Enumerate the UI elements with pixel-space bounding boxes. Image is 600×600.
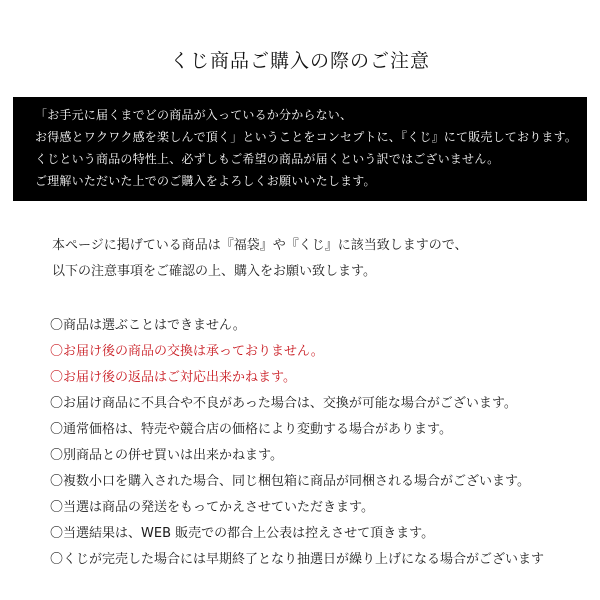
note-item: 〇通常価格は、特売や競合店の価格により変動する場合があります。: [50, 422, 452, 437]
note-item-highlight: 〇お届け後の返品はご対応出来かねます。: [50, 370, 296, 385]
note-item: 〇複数小口を購入された場合、同じ梱包箱に商品が同梱される場合がございます。: [50, 474, 530, 489]
intro-line: 本ページに掲げている商品は『福袋』や『くじ』に該当致しますので、: [52, 238, 468, 253]
intro-line: 以下の注意事項をご確認の上、購入をお願い致します。: [52, 264, 376, 279]
notice-line: 「お手元に届くまでどの商品が入っているか分からない、: [35, 108, 353, 122]
intro-text: [52, 233, 467, 285]
note-item: 〇くじが完売した場合には早期終了となり抽選日が繰り上げになる場合がございます: [50, 552, 545, 567]
note-item: 〇当選は商品の発送をもってかえさせていただきます。: [50, 500, 374, 515]
note-item: 〇別商品との併せ買いは出来かねます。: [50, 448, 283, 463]
notice-box: [13, 97, 587, 201]
note-item: 〇商品は選ぶことはできません。: [50, 318, 246, 333]
note-item-highlight: 〇お届け後の商品の交換は承っておりません。: [50, 344, 324, 359]
note-item: 〇当選結果は、WEB 販売での都合上公表は控えさせて頂きます。: [50, 526, 435, 541]
page-title: くじ商品ご購入の際のご注意: [169, 50, 430, 72]
notice-line: くじという商品の特性上、必ずしもご希望の商品が届くという訳ではございません。: [35, 152, 500, 166]
notice-line: ご理解いただいた上でのご購入をよろしくお願いいたします。: [35, 174, 376, 188]
note-item: 〇お届け商品に不具合や不良があった場合は、交換が可能な場合がございます。: [50, 396, 517, 411]
notice-line: お得感とワクワク感を楽しんで頂く」ということをコンセプトに、『くじ』にて販売しております。: [35, 130, 578, 144]
notes-list: [50, 313, 544, 573]
